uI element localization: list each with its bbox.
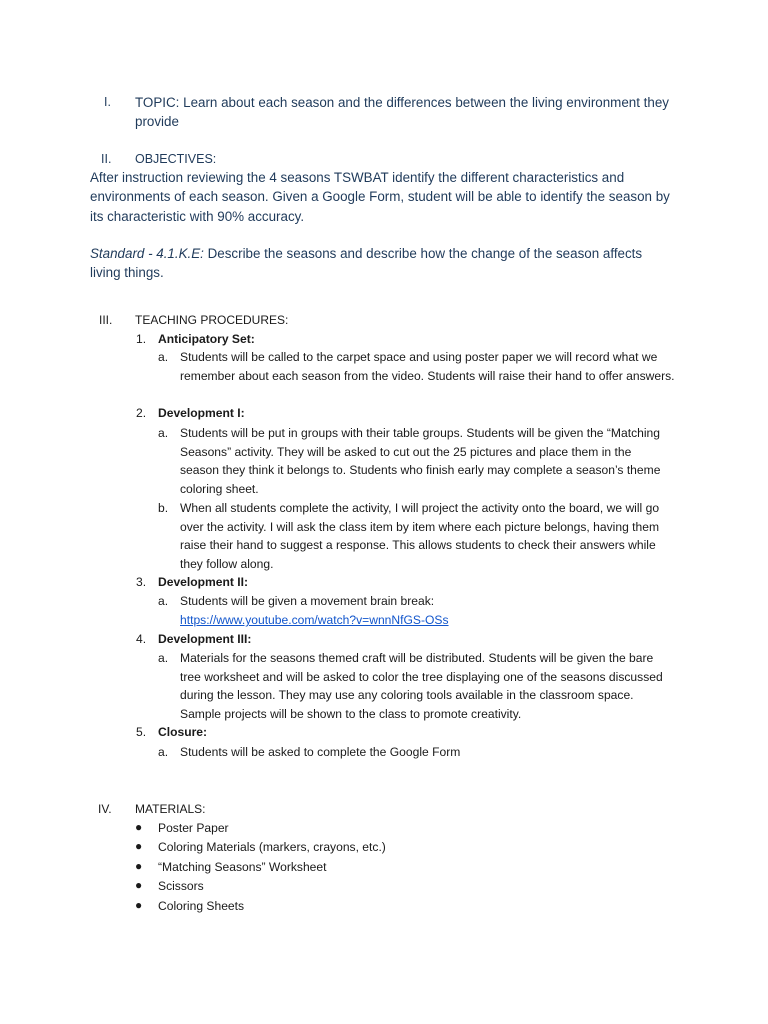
item-letter: a. [158, 350, 169, 364]
section-number-topic: I. [104, 95, 111, 109]
section-number-procedures: III. [99, 313, 113, 327]
material-item: Coloring Sheets [158, 899, 245, 913]
objectives-text: After instruction reviewing the 4 seasons TSWBAT identify the different characteristics and environments of each season. Given a Google Form, student will be able to identify the season by its characteristic with 90% accuracy. [90, 170, 670, 224]
step-number: 2. [136, 406, 147, 420]
item-letter: b. [158, 501, 169, 515]
item-letter: a. [158, 426, 169, 440]
bullet-icon: ● [135, 820, 143, 834]
step-item-text: Students will be called to the carpet space and using poster paper we will record what we remember about each season from the video. Students will raise their hand to offer answers. [180, 350, 675, 383]
step-number: 3. [136, 575, 147, 589]
youtube-link[interactable]: https://www.youtube.com/watch?v=wnnNfGS-OSs [180, 613, 449, 627]
objectives-heading: OBJECTIVES: [135, 152, 217, 166]
material-item: “Matching Seasons” Worksheet [158, 860, 327, 874]
step-item-text: When all students complete the activity, I will project the activity onto the board, we will go over the activity. I will ask the class item by item where each picture belongs, having them raise their hand to suggest a response. This allows students to check their answers while they follow along. [180, 501, 660, 572]
step-title: Development III: [158, 632, 252, 646]
step-title: Closure: [158, 725, 208, 739]
step-item-text: Students will be put in groups with their table groups. Students will be given the “Matching Seasons” activity. They will be asked to cut out the 25 pictures and place them in the season they think it belongs to. Students who finish early may complete a season’s theme coloring sheet. [180, 426, 661, 497]
step-item-text: Materials for the seasons themed craft will be distributed. Students will be given the bare tree worksheet and will be asked to color the tree displaying one of the seasons discussed during the lesson. They may use any coloring tools available in the classroom space. Sample projects will be shown to the class to promote creativity. [180, 651, 663, 722]
item-letter: a. [158, 594, 169, 608]
topic-text: TOPIC: Learn about each season and the differences between the living environment they provide [135, 95, 669, 130]
step-item-text: Students will be given a movement brain break: [180, 594, 435, 608]
item-letter: a. [158, 745, 169, 759]
bullet-icon: ● [135, 839, 143, 853]
section-number-materials: IV. [98, 802, 112, 816]
standard-label: Standard - 4.1.K.E: [90, 246, 204, 261]
procedures-heading: TEACHING PROCEDURES: [135, 313, 289, 327]
standard-text: Describe the seasons and describe how the change of the season affects living things. [90, 246, 643, 281]
standard-paragraph [90, 244, 670, 283]
step-title: Development II: [158, 575, 249, 589]
material-item: Coloring Materials (markers, crayons, etc.) [158, 840, 386, 854]
step-title: Development I: [158, 406, 245, 420]
step-number: 4. [136, 632, 147, 646]
material-item: Poster Paper [158, 821, 229, 835]
step-item-text: Students will be asked to complete the Google Form [180, 745, 461, 759]
material-item: Scissors [158, 879, 204, 893]
item-letter: a. [158, 651, 169, 665]
step-title: Anticipatory Set: [158, 332, 255, 346]
step-number: 1. [136, 332, 147, 346]
bullet-icon: ● [135, 859, 143, 873]
step-number: 5. [136, 725, 147, 739]
bullet-icon: ● [135, 898, 143, 912]
bullet-icon: ● [135, 878, 143, 892]
materials-heading: MATERIALS: [135, 802, 206, 816]
section-number-objectives: II. [101, 152, 112, 166]
